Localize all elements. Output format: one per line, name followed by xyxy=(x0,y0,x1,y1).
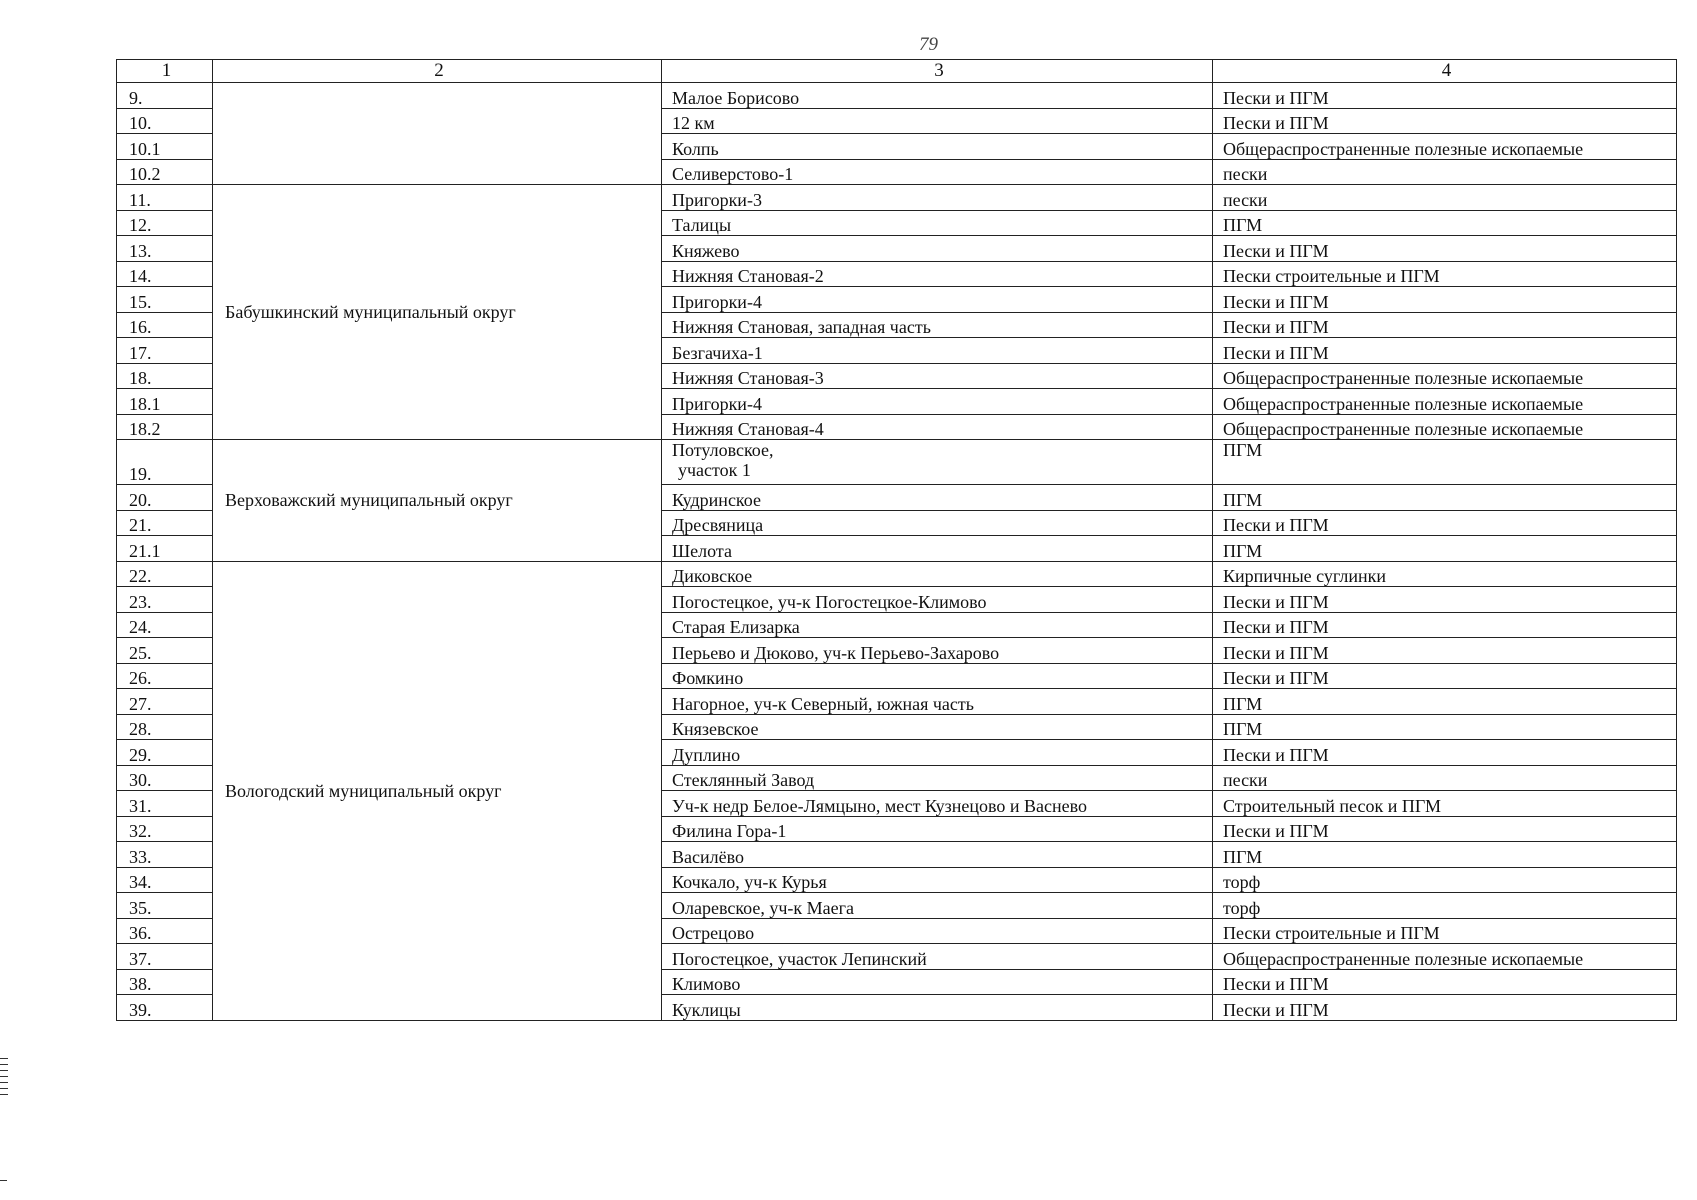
row-number: 13. xyxy=(117,236,213,262)
deposit-name: Нижняя Становая-4 xyxy=(662,414,1213,440)
row-number: 20. xyxy=(117,485,213,511)
row-number: 18. xyxy=(117,363,213,389)
deposit-name: Филина Гора-1 xyxy=(662,816,1213,842)
deposit-name xyxy=(662,440,1213,485)
deposit-name: Нижняя Становая-2 xyxy=(662,261,1213,287)
deposit-name: Нагорное, уч-к Северный, южная часть xyxy=(662,689,1213,715)
row-number: 19. xyxy=(117,440,213,485)
row-number: 34. xyxy=(117,867,213,893)
margin-marks xyxy=(0,1058,8,1100)
mineral-type: торф xyxy=(1213,893,1677,919)
row-number: 10.1 xyxy=(117,134,213,160)
mineral-type: Общераспространенные полезные ископаемые xyxy=(1213,363,1677,389)
deposit-name: Княжево xyxy=(662,236,1213,262)
row-number: 30. xyxy=(117,765,213,791)
deposit-name: Талицы xyxy=(662,210,1213,236)
row-number: 26. xyxy=(117,663,213,689)
deposit-name: Колпь xyxy=(662,134,1213,160)
mineral-type: Пески и ПГМ xyxy=(1213,816,1677,842)
mineral-type: ПГМ xyxy=(1213,536,1677,562)
deposit-name: Погостецкое, уч-к Погостецкое-Климово xyxy=(662,587,1213,613)
row-number: 21. xyxy=(117,510,213,536)
mineral-type: Пески и ПГМ xyxy=(1213,108,1677,134)
mineral-type: Общераспространенные полезные ископаемые xyxy=(1213,134,1677,160)
mineral-type: ПГМ xyxy=(1213,210,1677,236)
mineral-type: Пески и ПГМ xyxy=(1213,587,1677,613)
column-number: 1 xyxy=(117,60,213,83)
row-number: 16. xyxy=(117,312,213,338)
mineral-type: Пески и ПГМ xyxy=(1213,740,1677,766)
mineral-type: Общераспространенные полезные ископаемые xyxy=(1213,414,1677,440)
mineral-type: ПГМ xyxy=(1213,485,1677,511)
deposit-name: Климово xyxy=(662,969,1213,995)
deposit-name: Диковское xyxy=(662,561,1213,587)
deposit-name: Нижняя Становая-3 xyxy=(662,363,1213,389)
column-number: 4 xyxy=(1213,60,1677,83)
deposit-name: Фомкино xyxy=(662,663,1213,689)
mineral-type: Пески и ПГМ xyxy=(1213,312,1677,338)
deposit-name: Перьево и Дюково, уч-к Перьево-Захарово xyxy=(662,638,1213,664)
column-number-row xyxy=(117,60,1677,83)
column-number: 3 xyxy=(662,60,1213,83)
district-name: Бабушкинский муниципальный округ xyxy=(213,185,662,440)
row-number: 37. xyxy=(117,944,213,970)
row-number: 28. xyxy=(117,714,213,740)
deposit-name: Шелота xyxy=(662,536,1213,562)
margin-mark xyxy=(0,1180,7,1181)
table-row xyxy=(117,83,1677,109)
deposit-name: Кудринское xyxy=(662,485,1213,511)
deposits-table xyxy=(116,59,1677,1021)
mineral-type: ПГМ xyxy=(1213,842,1677,868)
row-number: 10. xyxy=(117,108,213,134)
table-row xyxy=(117,185,1677,211)
table-body xyxy=(117,60,1677,1021)
deposit-name: Уч-к недр Белое-Лямцыно, мест Кузнецово и Васнево xyxy=(662,791,1213,817)
mineral-type: Пески и ПГМ xyxy=(1213,287,1677,313)
deposit-name: Дуплино xyxy=(662,740,1213,766)
mineral-type: пески xyxy=(1213,159,1677,185)
district-name: Верховажский муниципальный округ xyxy=(213,440,662,562)
mineral-type: Пески и ПГМ xyxy=(1213,663,1677,689)
district-name: Вологодский муниципальный округ xyxy=(213,561,662,1020)
row-number: 14. xyxy=(117,261,213,287)
row-number: 36. xyxy=(117,918,213,944)
mineral-type: Пески строительные и ПГМ xyxy=(1213,918,1677,944)
row-number: 27. xyxy=(117,689,213,715)
column-number: 2 xyxy=(213,60,662,83)
row-number: 10.2 xyxy=(117,159,213,185)
row-number: 23. xyxy=(117,587,213,613)
deposit-name: Стеклянный Завод xyxy=(662,765,1213,791)
mineral-type: Пески и ПГМ xyxy=(1213,338,1677,364)
row-number: 9. xyxy=(117,83,213,109)
deposit-name: Пригорки-4 xyxy=(662,389,1213,415)
deposit-name: Пригорки-3 xyxy=(662,185,1213,211)
row-number: 31. xyxy=(117,791,213,817)
row-number: 33. xyxy=(117,842,213,868)
mineral-type: Пески и ПГМ xyxy=(1213,83,1677,109)
row-number: 21.1 xyxy=(117,536,213,562)
mineral-type: ПГМ xyxy=(1213,714,1677,740)
row-number: 39. xyxy=(117,995,213,1021)
mineral-type: Кирпичные суглинки xyxy=(1213,561,1677,587)
row-number: 25. xyxy=(117,638,213,664)
deposit-name: Оларевское, уч-к Маега xyxy=(662,893,1213,919)
row-number: 15. xyxy=(117,287,213,313)
table-row xyxy=(117,440,1677,485)
row-number: 22. xyxy=(117,561,213,587)
mineral-type: Пески и ПГМ xyxy=(1213,236,1677,262)
mineral-type: Пески и ПГМ xyxy=(1213,995,1677,1021)
table-row xyxy=(117,561,1677,587)
deposit-name: Князевское xyxy=(662,714,1213,740)
mineral-type: ПГМ xyxy=(1213,689,1677,715)
deposit-name: Острецово xyxy=(662,918,1213,944)
deposit-name: Безгачиха-1 xyxy=(662,338,1213,364)
row-number: 11. xyxy=(117,185,213,211)
deposit-name: Селиверстово-1 xyxy=(662,159,1213,185)
mineral-type: Общераспространенные полезные ископаемые xyxy=(1213,389,1677,415)
mineral-type: пески xyxy=(1213,765,1677,791)
deposit-name: Погостецкое, участок Лепинский xyxy=(662,944,1213,970)
page-number: 79 xyxy=(919,34,938,55)
deposit-name: Кочкало, уч-к Курья xyxy=(662,867,1213,893)
deposit-name-line: Потуловское, xyxy=(672,440,774,460)
deposit-name: 12 км xyxy=(662,108,1213,134)
row-number: 35. xyxy=(117,893,213,919)
deposit-name: Малое Борисово xyxy=(662,83,1213,109)
mineral-type: торф xyxy=(1213,867,1677,893)
mineral-type: Пески и ПГМ xyxy=(1213,638,1677,664)
row-number: 17. xyxy=(117,338,213,364)
row-number: 32. xyxy=(117,816,213,842)
row-number: 18.2 xyxy=(117,414,213,440)
row-number: 24. xyxy=(117,612,213,638)
mineral-type: Пески и ПГМ xyxy=(1213,612,1677,638)
mineral-type: Строительный песок и ПГМ xyxy=(1213,791,1677,817)
mineral-type: ПГМ xyxy=(1213,440,1677,485)
deposit-name: Пригорки-4 xyxy=(662,287,1213,313)
mineral-type: Пески и ПГМ xyxy=(1213,510,1677,536)
mineral-type: Пески строительные и ПГМ xyxy=(1213,261,1677,287)
row-number: 29. xyxy=(117,740,213,766)
row-number: 38. xyxy=(117,969,213,995)
deposit-name-line: участок 1 xyxy=(678,460,751,480)
deposit-name: Куклицы xyxy=(662,995,1213,1021)
mineral-type: Пески и ПГМ xyxy=(1213,969,1677,995)
deposit-name: Дресвяница xyxy=(662,510,1213,536)
row-number: 18.1 xyxy=(117,389,213,415)
deposit-name: Василёво xyxy=(662,842,1213,868)
mineral-type: пески xyxy=(1213,185,1677,211)
mineral-type: Общераспространенные полезные ископаемые xyxy=(1213,944,1677,970)
district-name xyxy=(213,83,662,185)
row-number: 12. xyxy=(117,210,213,236)
deposit-name: Нижняя Становая, западная часть xyxy=(662,312,1213,338)
deposit-name: Старая Елизарка xyxy=(662,612,1213,638)
